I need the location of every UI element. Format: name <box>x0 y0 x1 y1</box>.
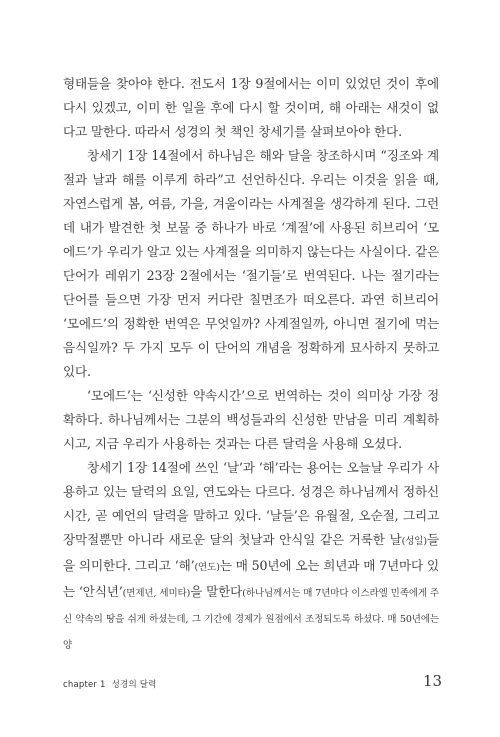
paragraph-4-text-a: 창세기 1장 14절에 쓰인 ‘날’과 ‘해’라는 용어는 오늘날 우리가 사용하고 있는 달력의 요일, 연도와는 다르다. 성경은 하나님께서 정하신 시간, 곧 예언의 달력을 말하고 있다. ‘날들’은 유월절, 오순절, 그리고 장막절뿐만 아니라 새로운 달의 첫날과 안식일 같은 거룩한 날 <box>63 460 439 547</box>
body-text <box>63 72 439 658</box>
paragraph-3: ‘모에드’는 ‘신성한 약속시간’으로 번역하는 것이 의미상 가장 정확하다. 하나님께서는 그분의 백성들과의 신성한 만남을 미리 계획하시고, 지금 우리가 사용하는 것과는 다른 달력을 사용해 오셨다. <box>63 388 439 451</box>
paragraph-4-text-b: 들을 의미한다. 그리고 ‘해’ <box>63 532 439 573</box>
chapter-label: chapter 1 <box>63 680 106 690</box>
paragraph-2: 창세기 1장 14절에서 하나님은 해와 달을 창조하시며 “징조와 계절과 날과 해를 이루게 하라”고 선언하신다. 우리는 이것을 읽을 때, 자연스럽게 봄, 여름, 가을, 겨울이라는 사계절을 생각하게 된다. 그런데 내가 발견한 첫 보물 중 하나가 바로 ‘계절’에 사용된 히브리어 ‘모에드’가 우리가 알고 있는 사계절을 의미하지 않는다는 사실이다. 같은 단어가 레위기 23장 2절에서는 ‘절기들’로 번역된다. 나는 절기라는 단어를 들으면 가장 먼저 커다란 칠면조가 떠오른다. 과연 히브리어 ‘모에드’의 정확한 번역은 무엇일까? 사계절일까, 아니면 절기에 먹는 음식일까? 두 가지 모두 이 단어의 개념을 정확하게 묘사하지 못하고 있다. <box>63 148 439 379</box>
paragraph-4-note-a: (성일) <box>401 536 427 547</box>
paragraph-4-note-d: (하나님께서는 매 7년마다 이스라엘 민족에게 주신 약속의 땅을 쉬게 하셨는데, 그 기간에 경제가 원점에서 조정되도록 하셨다. 매 50년에는 양 <box>63 588 440 651</box>
running-footer <box>63 678 157 690</box>
paragraph-4 <box>63 456 439 658</box>
paragraph-4-text-d: 을 말한다 <box>190 584 243 599</box>
paragraph-4-note-b: (연도) <box>194 562 220 573</box>
paragraph-4-note-c: (면제년, 세미타) <box>122 588 191 599</box>
chapter-title: 성경의 달력 <box>111 680 157 690</box>
page-number: 13 <box>423 672 443 690</box>
paragraph-1: 형태들을 찾아야 한다. 전도서 1장 9절에서는 이미 있었던 것이 후에 다시 있겠고, 이미 한 일을 후에 다시 할 것이며, 해 아래는 새것이 없다고 말한다. 따라서 성경의 첫 책인 창세기를 살펴보아야 한다. <box>63 76 439 139</box>
paragraph-4-text-c: 는 매 50년에 오는 희년과 매 7년마다 있는 ‘안식년’ <box>63 558 439 599</box>
